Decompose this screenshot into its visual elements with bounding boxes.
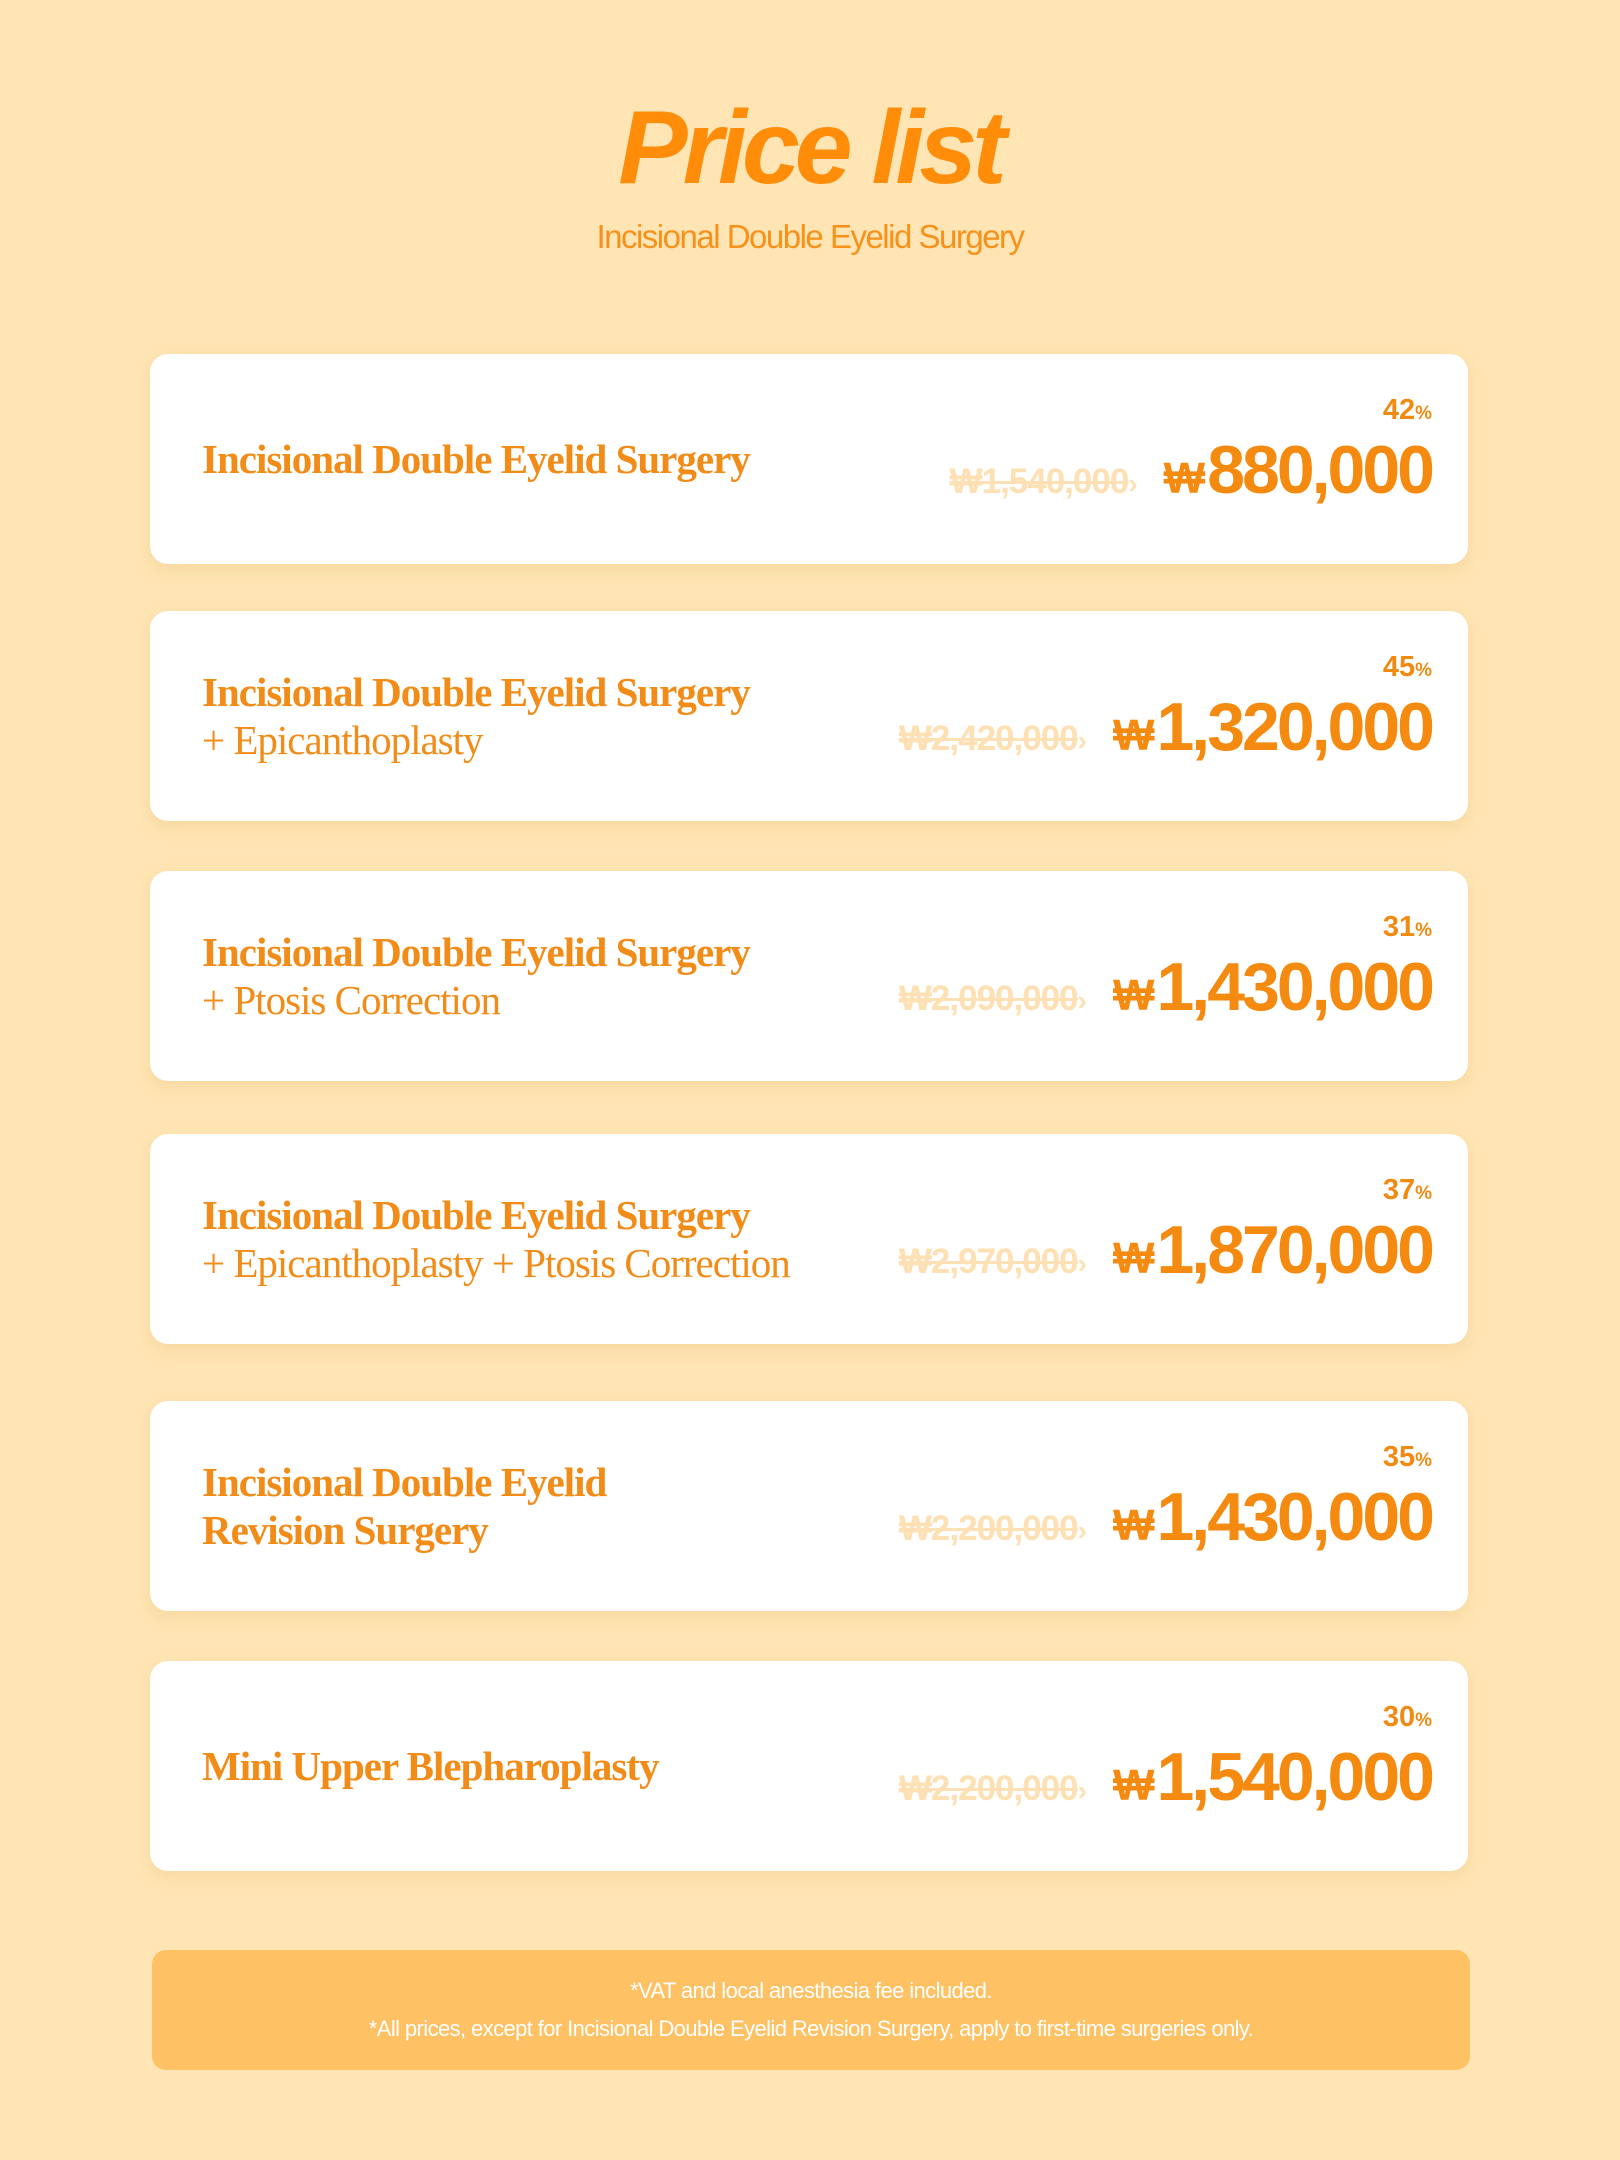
arrow-right-icon: › (1077, 985, 1087, 1016)
arrow-right-icon: › (1077, 1515, 1087, 1546)
page-subtitle: Incisional Double Eyelid Surgery (596, 218, 1024, 255)
price-card (150, 871, 1468, 1081)
sale-price (1164, 432, 1432, 517)
discount-badge (1383, 1701, 1432, 1734)
currency-symbol: ₩ (1112, 1761, 1155, 1810)
price-card (150, 354, 1468, 564)
sale-price-value: 1,540,000 (1156, 1739, 1432, 1815)
price-card (150, 1661, 1468, 1871)
price-row (899, 1479, 1432, 1564)
page-header (0, 88, 1620, 256)
percent-sign: % (1415, 920, 1432, 941)
percent-sign: % (1415, 1183, 1432, 1204)
procedure-name-line2: + Epicanthoplasty (202, 717, 483, 763)
price-card (150, 1134, 1468, 1344)
currency-symbol: ₩ (1112, 1234, 1155, 1283)
sale-price (1113, 949, 1432, 1034)
sale-price-value: 1,320,000 (1156, 689, 1432, 765)
discount-value: 35 (1382, 1441, 1416, 1473)
arrow-right-icon: › (1077, 1248, 1087, 1279)
footnote-vat: *VAT and local anesthesia fee included. (630, 1978, 992, 2003)
currency-symbol: ₩ (1112, 971, 1155, 1020)
price-row (899, 1212, 1432, 1297)
price-card (150, 611, 1468, 821)
procedure-name (202, 354, 750, 564)
discount-badge (1383, 651, 1432, 684)
original-price: ₩2,200,000 (898, 1769, 1078, 1808)
procedure-name-line1: Incisional Double Eyelid (202, 1459, 607, 1505)
procedure-name (202, 871, 750, 1081)
sale-price (1113, 1479, 1432, 1564)
discount-badge (1383, 1174, 1432, 1207)
discount-value: 42 (1382, 394, 1416, 426)
procedure-name-line2: Revision Surgery (202, 1507, 488, 1553)
percent-sign: % (1415, 1710, 1432, 1731)
discount-badge (1383, 1441, 1432, 1474)
footnote-box (152, 1950, 1470, 2070)
percent-sign: % (1415, 1450, 1432, 1471)
price-row (950, 432, 1432, 517)
original-price: ₩2,090,000 (898, 979, 1078, 1018)
percent-sign: % (1415, 403, 1432, 424)
sale-price (1113, 1739, 1432, 1824)
price-row (899, 949, 1432, 1034)
original-price: ₩1,540,000 (949, 462, 1129, 501)
arrow-right-icon: › (1128, 468, 1138, 499)
discount-value: 30 (1382, 1701, 1416, 1733)
procedure-name-line1: Incisional Double Eyelid Surgery (202, 436, 750, 482)
currency-symbol: ₩ (1112, 711, 1155, 760)
procedure-name-line1: Incisional Double Eyelid Surgery (202, 1192, 750, 1238)
sale-price-value: 1,430,000 (1156, 949, 1432, 1025)
discount-badge (1383, 394, 1432, 427)
original-price: ₩2,970,000 (898, 1242, 1078, 1281)
price-card (150, 1401, 1468, 1611)
price-row (899, 689, 1432, 774)
procedure-name (202, 1401, 606, 1611)
arrow-right-icon: › (1077, 725, 1087, 756)
currency-symbol: ₩ (1112, 1501, 1155, 1550)
sale-price-value: 880,000 (1207, 432, 1432, 508)
original-price: ₩2,420,000 (898, 719, 1078, 758)
percent-sign: % (1415, 660, 1432, 681)
procedure-name-line2: + Epicanthoplasty + Ptosis Correction (202, 1240, 790, 1286)
procedure-name-line1: Mini Upper Blepharoplasty (202, 1743, 659, 1789)
discount-badge (1383, 911, 1432, 944)
procedure-name (202, 1661, 658, 1871)
procedure-name-line2: + Ptosis Correction (202, 977, 500, 1023)
discount-value: 45 (1382, 651, 1416, 683)
page-title: Price list (618, 90, 1002, 206)
sale-price (1113, 689, 1432, 774)
sale-price-value: 1,430,000 (1156, 1479, 1432, 1555)
procedure-name-line1: Incisional Double Eyelid Surgery (202, 929, 750, 975)
procedure-name-line1: Incisional Double Eyelid Surgery (202, 669, 750, 715)
discount-value: 31 (1382, 911, 1416, 943)
sale-price-value: 1,870,000 (1156, 1212, 1432, 1288)
sale-price (1113, 1212, 1432, 1297)
footnote-first-time: *All prices, except for Incisional Double Eyelid Revision Surgery, apply to first-time surgeries only. (368, 2016, 1254, 2041)
currency-symbol: ₩ (1163, 454, 1206, 503)
original-price: ₩2,200,000 (898, 1509, 1078, 1548)
price-row (899, 1739, 1432, 1824)
discount-value: 37 (1382, 1174, 1416, 1206)
procedure-name (202, 1134, 790, 1344)
arrow-right-icon: › (1077, 1775, 1087, 1806)
procedure-name (202, 611, 750, 821)
